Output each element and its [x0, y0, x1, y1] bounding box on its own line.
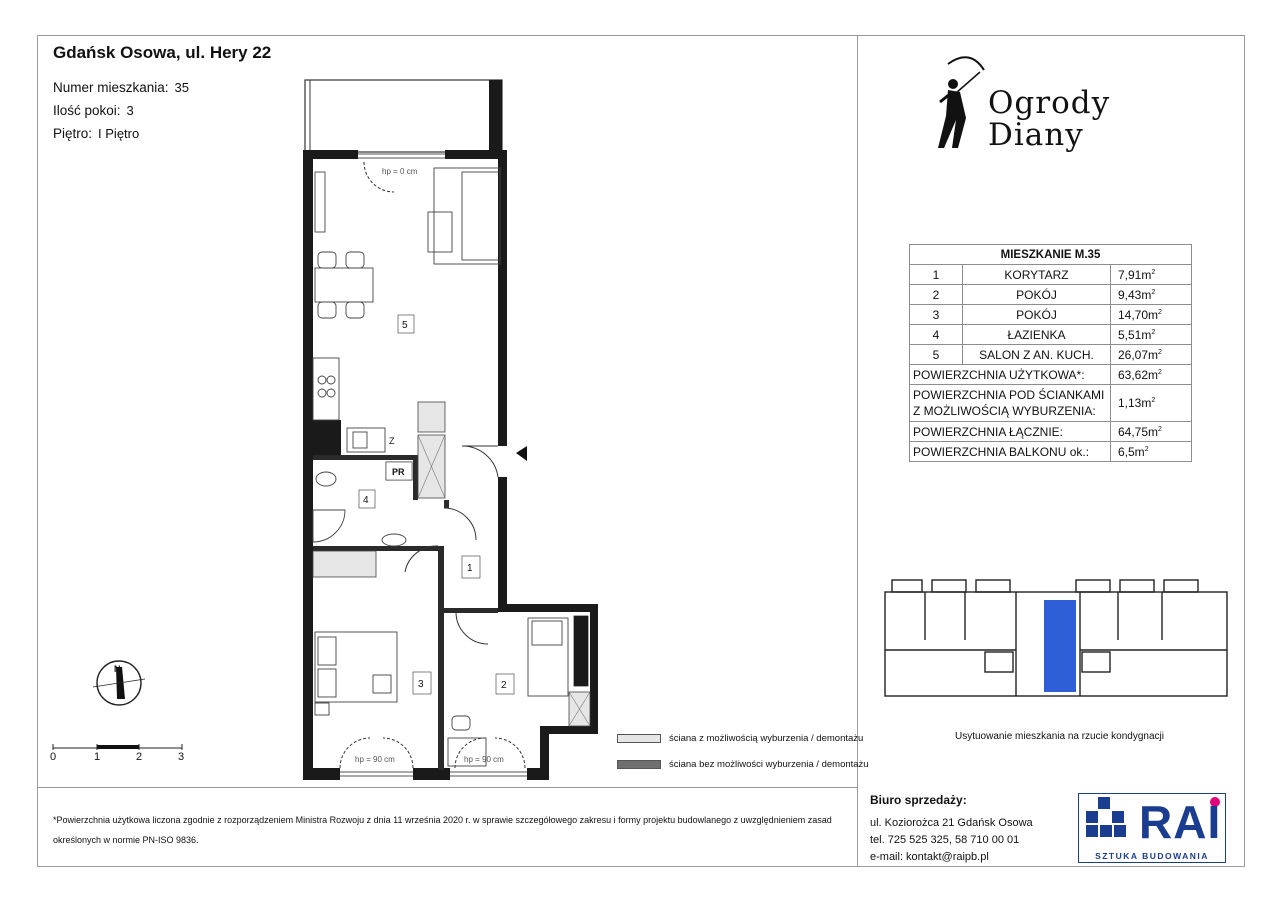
- room-area: $5,51m^2$: [1111, 325, 1192, 345]
- floor-value: I Piętro: [98, 126, 140, 141]
- room-area: $14,70m^2$: [1111, 305, 1192, 325]
- entrance-arrow: [516, 446, 527, 461]
- legend-swatch-demolishable: [617, 734, 661, 743]
- table-row: [910, 422, 1192, 442]
- scale-tick-2: 2: [136, 751, 143, 763]
- legend-swatch-non-demolishable: [617, 760, 661, 769]
- rai-logo-tagline: SZTUKA BUDOWANIA: [1095, 851, 1209, 861]
- room-label-1: 1: [467, 563, 473, 574]
- scale-tick-0: 0: [50, 751, 57, 763]
- demolishable-walls: [313, 402, 590, 726]
- hp-bottom-left: hp = 90 cm: [355, 755, 395, 764]
- floor-label: Piętro:: [53, 126, 93, 141]
- table-row: [910, 325, 1192, 345]
- room-area: $9,43m^2$: [1111, 285, 1192, 305]
- rooms-value: 3: [126, 103, 134, 118]
- rai-logo-name: RAI: [1139, 796, 1222, 848]
- sales-email[interactable]: e-mail: kontakt@raipb.pl: [870, 851, 989, 863]
- room-num: 4: [910, 325, 963, 345]
- table-row: [910, 285, 1192, 305]
- table-row: [910, 442, 1192, 462]
- room-name: KORYTARZ: [963, 265, 1111, 285]
- archer-logo-icon: [938, 57, 984, 148]
- room-area: $7,91m^2$: [1111, 265, 1192, 285]
- logo-line2: Diany: [988, 117, 1084, 153]
- apartment-number-value: 35: [174, 80, 190, 95]
- scale-bar: [53, 744, 182, 750]
- walls-area-label: POWIERZCHNIA POD ŚCIANKAMI Z MOŻLIWOŚCIĄ WYBURZENIA:: [910, 385, 1111, 422]
- room-area: $26,07m^2$: [1111, 345, 1192, 365]
- room-name: SALON Z AN. KUCH.: [963, 345, 1111, 365]
- room-label-2: 2: [501, 680, 507, 691]
- room-label-3: 3: [418, 679, 424, 690]
- balcony-area-value: $6,5m^2$: [1111, 442, 1192, 462]
- sales-address: ul. Koziorożca 21 Gdańsk Osowa: [870, 817, 1033, 829]
- logo-line1: Ogrody: [988, 85, 1111, 121]
- usable-area-value: $63,62m^2$: [1111, 365, 1192, 385]
- sales-phone: tel. 725 525 325, 58 710 00 01: [870, 834, 1020, 846]
- room-name: POKÓJ: [963, 285, 1111, 305]
- table-row: [910, 385, 1192, 422]
- room-label-5: 5: [402, 320, 408, 331]
- walls-area-value: $1,13m^2$: [1111, 385, 1192, 422]
- pr-label: PR: [392, 467, 405, 477]
- scale-tick-1: 1: [94, 751, 101, 763]
- rooms-label: Ilość pokoi:: [53, 103, 121, 118]
- footnote: *Powierzchnia użytkowa liczona zgodnie z rozporządzeniem Ministra Rozwoju z dnia 11 września 2020 r. w sprawie szczegółowego zakresu i formy projektu budowlanego z uwzględnieniem zasad określonych w normie PN-ISO 9836.: [53, 815, 832, 845]
- compass-north-label: N: [114, 664, 121, 674]
- area-table: [909, 244, 1192, 462]
- table-row: [910, 265, 1192, 285]
- highlighted-apartment: [1044, 600, 1076, 692]
- room-name: POKÓJ: [963, 305, 1111, 325]
- room-num: 5: [910, 345, 963, 365]
- key-plan-caption: Usytuowanie mieszkania na rzucie kondygnacji: [955, 731, 1164, 742]
- legend-non-demolishable: ściana bez możliwości wyburzenia / demontażu: [669, 759, 869, 770]
- usable-area-label: POWIERZCHNIA UŻYTKOWA*:: [910, 365, 1111, 385]
- total-area-value: $64,75m^2$: [1111, 422, 1192, 442]
- sales-title: Biuro sprzedaży:: [870, 793, 967, 807]
- hp-bottom-right: hp = 90 cm: [464, 755, 504, 764]
- room-num: 1: [910, 265, 963, 285]
- area-table-title: MIESZKANIE M.35: [910, 245, 1192, 265]
- room-num: 3: [910, 305, 963, 325]
- scale-tick-3: 3: [178, 751, 185, 763]
- table-row: [910, 345, 1192, 365]
- furniture: [313, 168, 588, 766]
- table-row: [910, 365, 1192, 385]
- hp-top: hp = 0 cm: [382, 167, 418, 176]
- page-title: Gdańsk Osowa, ul. Hery 22: [53, 43, 272, 62]
- balcony-outline: [305, 80, 502, 152]
- apartment-number-label: Numer mieszkania:: [53, 80, 169, 95]
- outer-walls: [303, 150, 598, 780]
- balcony-area-label: POWIERZCHNIA BALKONU ok.:: [910, 442, 1111, 462]
- z-label: Z: [389, 436, 395, 446]
- room-num: 2: [910, 285, 963, 305]
- balcony-wall: [489, 80, 502, 152]
- room-label-4: 4: [363, 495, 369, 506]
- table-row: [910, 305, 1192, 325]
- legend-demolishable: ściana z możliwością wyburzenia / demontażu: [669, 733, 864, 744]
- room-name: ŁAZIENKA: [963, 325, 1111, 345]
- total-area-label: POWIERZCHNIA ŁĄCZNIE:: [910, 422, 1111, 442]
